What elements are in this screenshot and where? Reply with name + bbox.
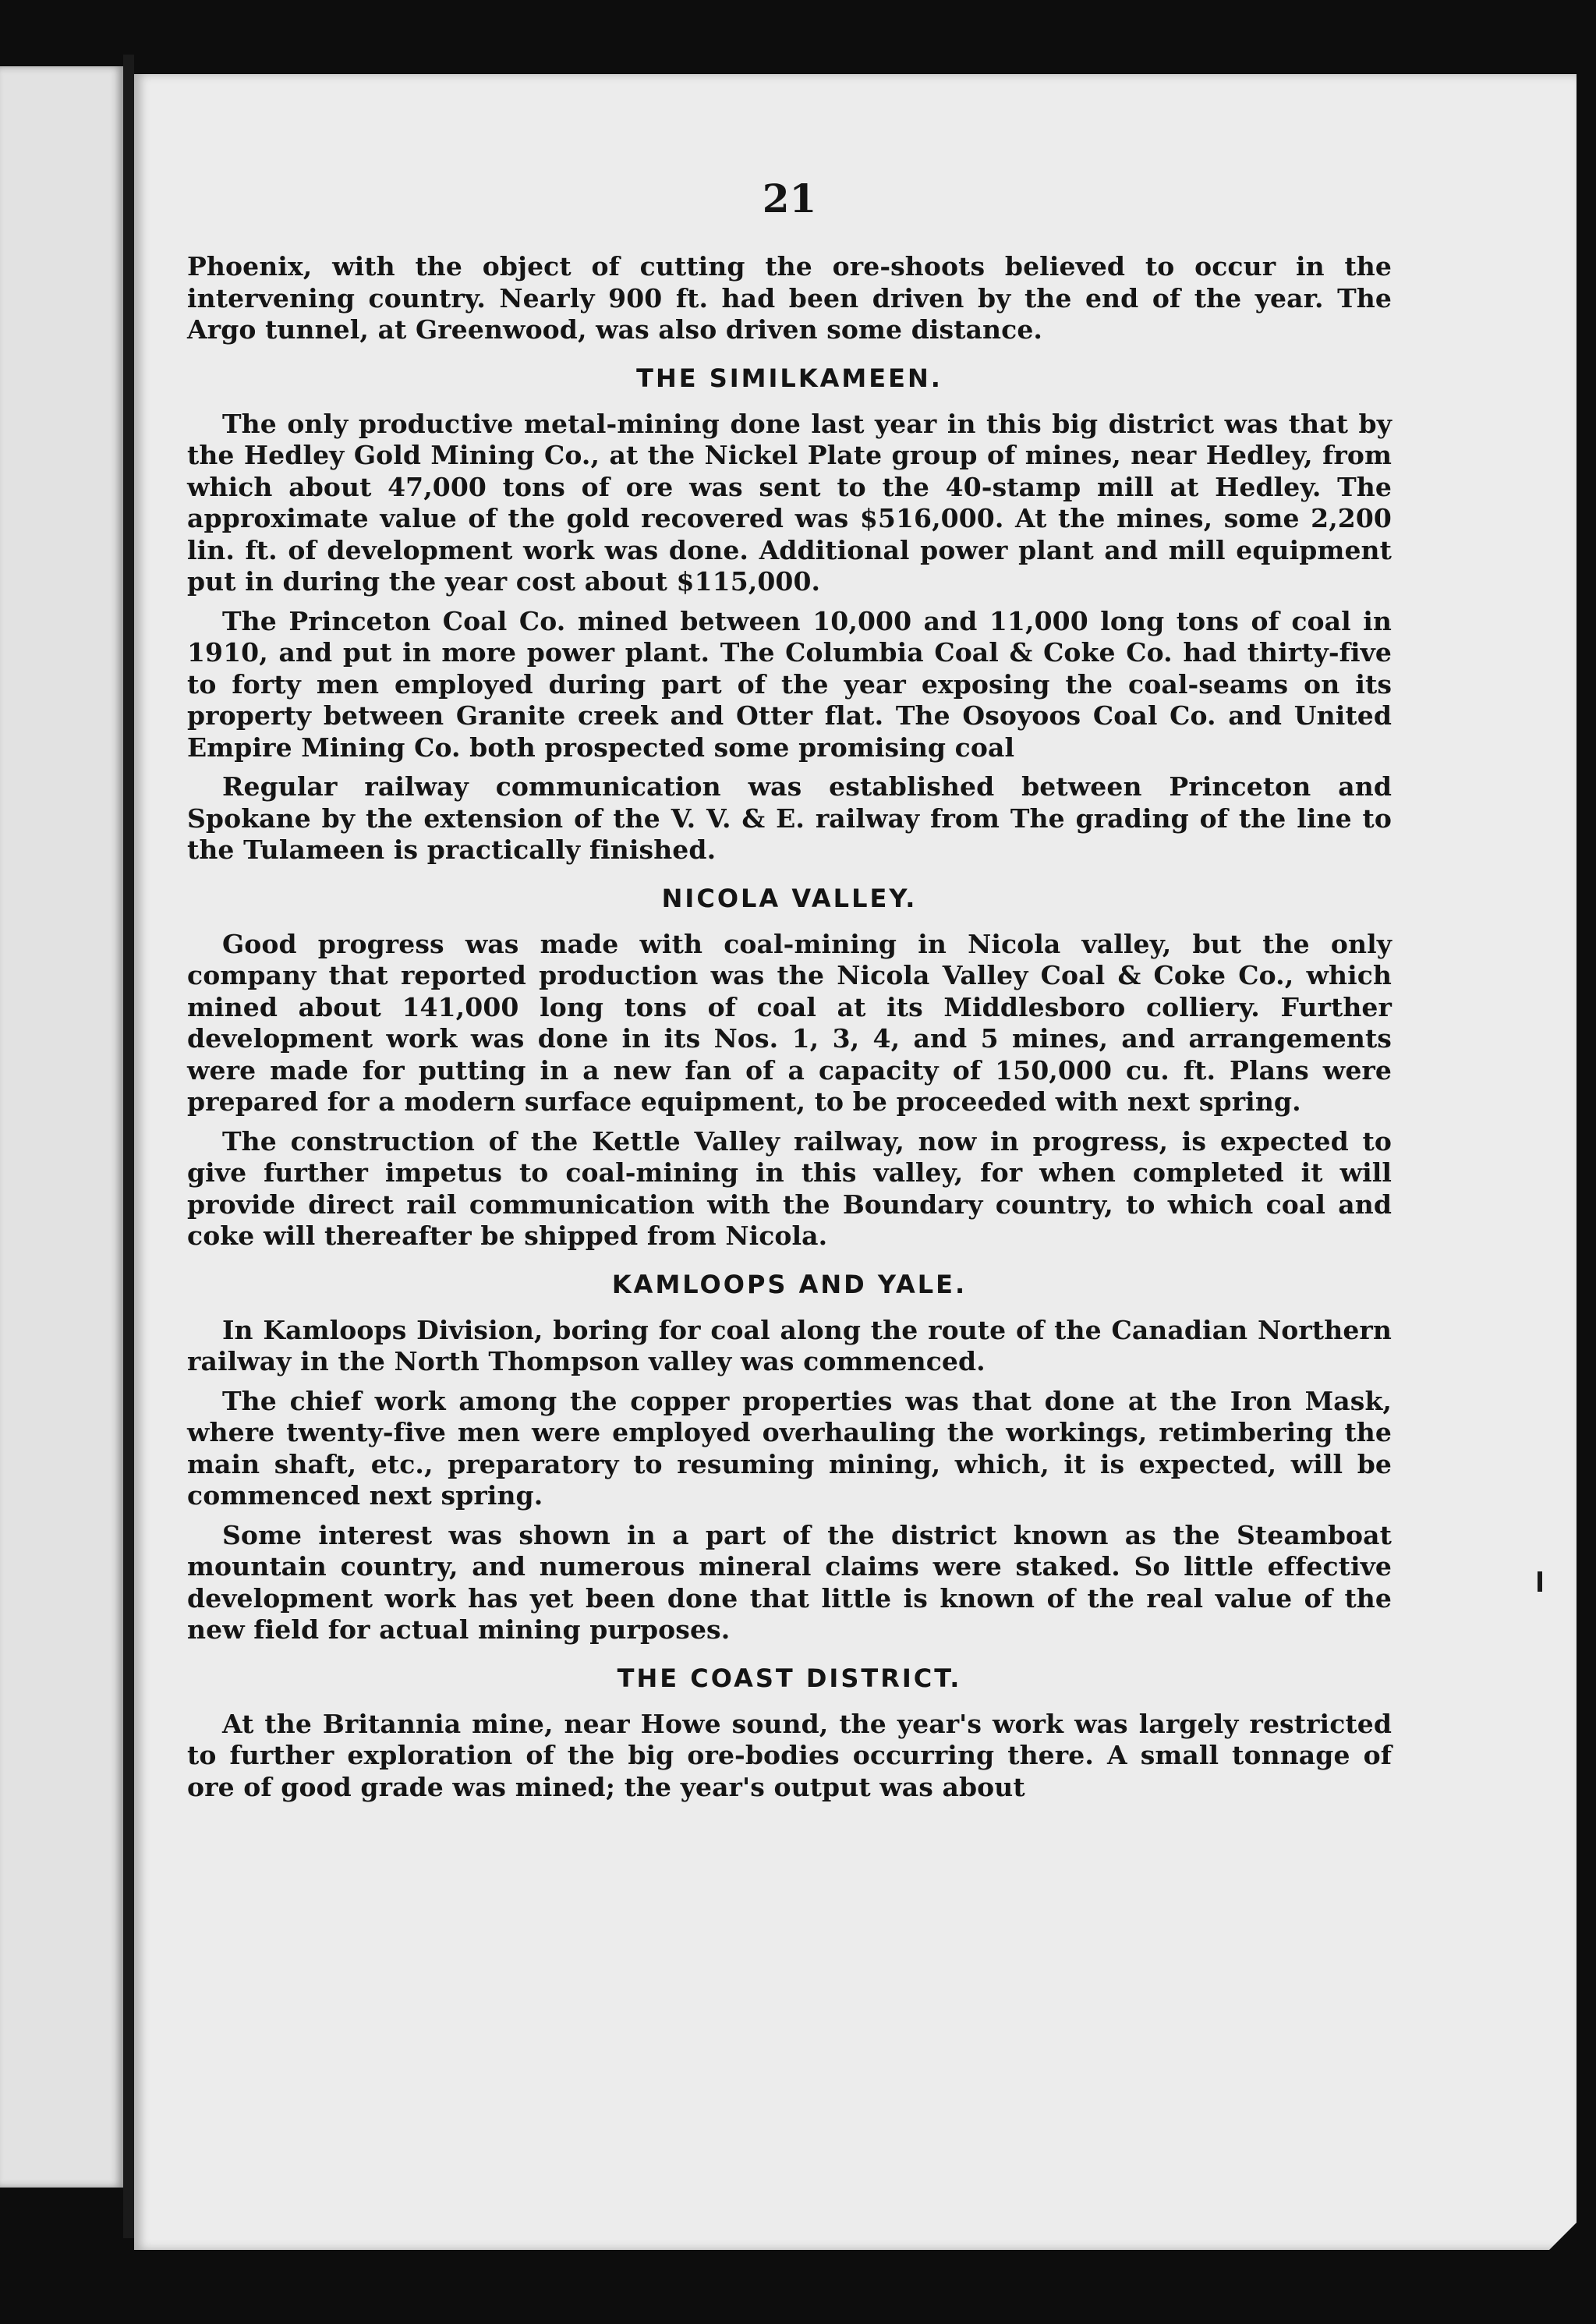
section-heading-similkameen: THE SIMILKAMEEN.: [636, 363, 943, 393]
paragraph: The Princeton Coal Co. mined between 10,000 and 11,000 long tons of coal in 1910, and put in more power plant. The Columbia Coal & Coke Co. had thirty-five to forty men employed during part of the year exposing the coal-seams on its property between Granite creek and Otter flat. The Osoyoos Coal Co. and United Empire Mining Co. both prospected some promising coal: [187, 605, 1392, 763]
section-heading-coast-district: THE COAST DISTRICT.: [617, 1663, 962, 1693]
paragraph: The construction of the Kettle Valley railway, now in progress, is expected to give further impetus to coal-mining in this valley, for when completed it will provide direct rail communication with the Boundary country, to which coal and coke will thereafter be shipped from Nicola.: [187, 1125, 1392, 1251]
page-content: [187, 175, 1392, 1803]
paragraph: The only productive metal-mining done last year in this big district was that by the Hedley Gold Mining Co., at the Nickel Plate group of mines, near Hedley, from which about 47,000 tons of ore was sent to the 40-stamp mill at Hedley. The approximate value of the gold recovered was $516,000. At the mines, some 2,200 lin. ft. of development work was done. Additional power plant and mill equipment put in during the year cost about $115,000.: [187, 408, 1392, 597]
paragraph: Good progress was made with coal-mining in Nicola valley, but the only company that reported production was the Nicola Valley Coal & Coke Co., which mined about 141,000 long tons of coal at its Middlesboro colliery. Further development work was done in its Nos. 1, 3, 4, and 5 mines, and arrangements were made for putting in a new fan of a capacity of 150,000 cu. ft. Plans were prepared for a modern surface equipment, to be proceeded with next spring.: [187, 928, 1392, 1117]
section-heading-kamloops-and-yale: KAMLOOPS AND YALE.: [611, 1269, 968, 1299]
intro-paragraph: Phoenix, with the object of cutting the ore-shoots believed to occur in the intervening country. Nearly 900 ft. had been driven by the end of the year. The Argo tunnel, at Greenwood, was also driven some distance.: [187, 251, 1392, 345]
ink-speck: [1538, 1571, 1542, 1592]
paragraph: In Kamloops Division, boring for coal along the route of the Canadian Northern railway in the North Thompson valley was commenced.: [187, 1314, 1392, 1376]
section-heading-nicola-valley: NICOLA VALLEY.: [661, 883, 918, 913]
page-number: 21: [762, 175, 817, 221]
paragraph: Regular railway communication was established between Princeton and Spokane by the extension of the V. V. & E. railway from The grading of the line to the Tulameen is practically finished.: [187, 771, 1392, 865]
book-gutter: [123, 55, 134, 2238]
paragraph: The chief work among the copper properties was that done at the Iron Mask, where twenty-five men were employed overhauling the workings, retimbering the main shaft, etc., preparatory to resuming mining, which, it is expected, will be commenced next spring.: [187, 1385, 1392, 1511]
paragraph: At the Britannia mine, near Howe sound, the year's work was largely restricted to further exploration of the big ore-bodies occurring there. A small tonnage of ore of good grade was mined; the year's output was about: [187, 1708, 1392, 1802]
paragraph: Some interest was shown in a part of the district known as the Steamboat mountain country, and numerous mineral claims were staked. So little effective development work has yet been done that little is known of the real value of the new field for actual mining purposes.: [187, 1519, 1392, 1645]
previous-page-edge: [0, 66, 123, 2188]
